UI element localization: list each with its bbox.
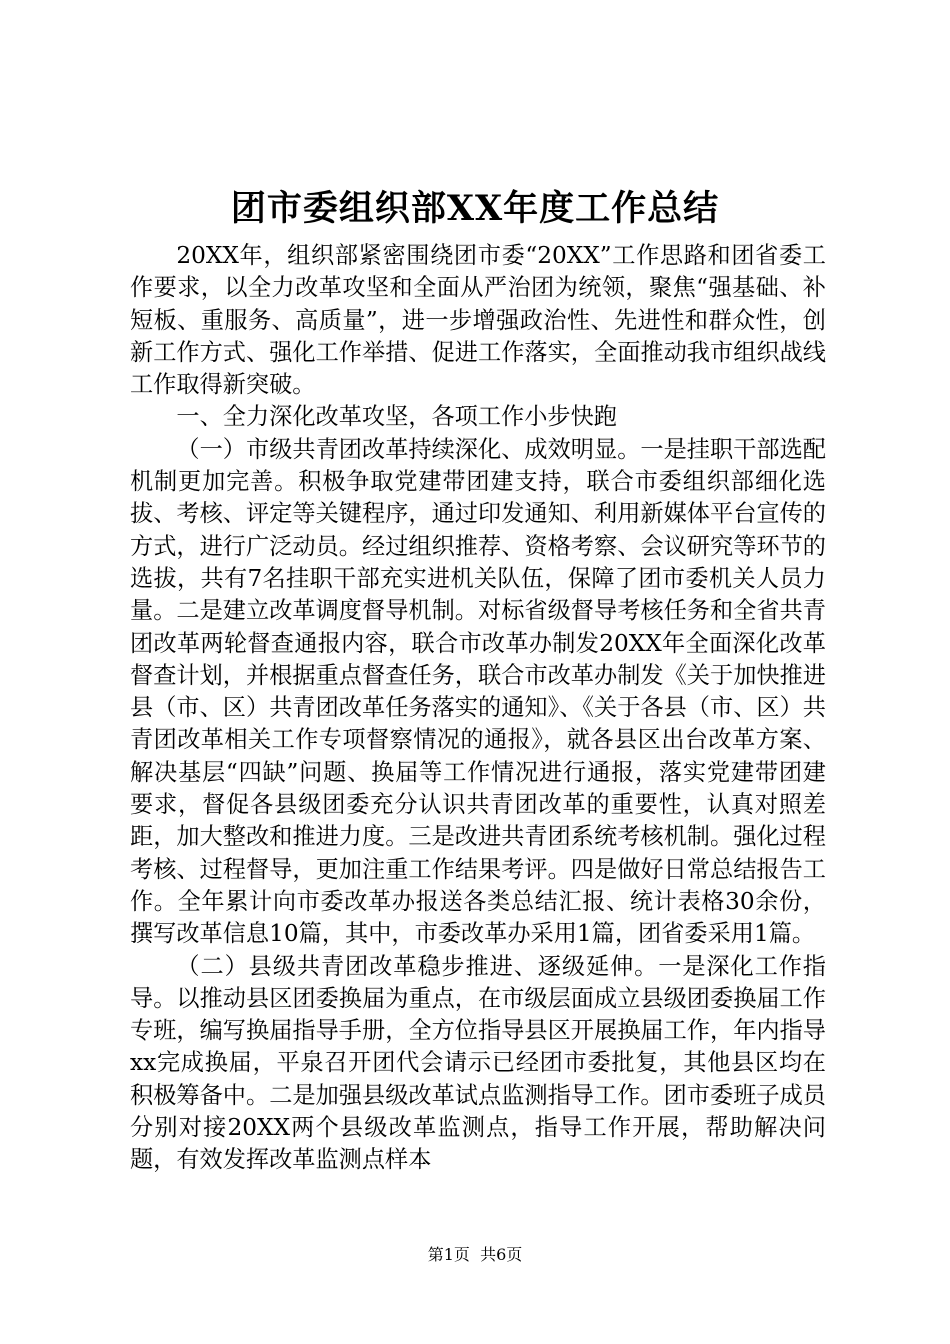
document-body [130, 240, 826, 1177]
section-heading-1: 一、全力深化改革攻坚，各项工作小步快跑 [176, 403, 617, 431]
page-number: 第1页 共6页 [427, 1245, 523, 1264]
page-footer [0, 1244, 950, 1266]
intro-paragraph: 20XX年，组织部紧密围绕团市委“20XX”工作思路和团省委工作要求，以全力改革攻坚和全面从严治团为统领，聚焦“强基础、补短板、重服务、高质量”，进一步增强政治性、先进性和群众性，创新工作方式、强化工作举措、促进工作落实，全面推动我市组织战线工作取得新突破。 [130, 242, 826, 399]
subsection-paragraph-2: （二）县级共青团改革稳步推进、逐级延伸。一是深化工作指导。以推动县区团委换届为重点，在市级层面成立县级团委换届工作专班，编写换届指导手册，全方位指导县区开展换届工作，年内指导xx完成换届，平泉召开团代会请示已经团市委批复，其他县区均在积极筹备中。二是加强县级改革试点监测指导工作。团市委班子成员分别对接20XX两个县级改革监测点，指导工作开展，帮助解决问题，有效发挥改革监测点样本 [130, 952, 826, 1174]
subsection-paragraph-1: （一）市级共青团改革持续深化、成效明显。一是挂职干部选配机制更加完善。积极争取党建带团建支持，联合市委组织部细化选拔、考核、评定等关键程序，通过印发通知、利用新媒体平台宣传的方式，进行广泛动员。经过组织推荐、资格考察、会议研究等环节的选拔，共有7名挂职干部充实进机关队伍，保障了团市委机关人员力量。二是建立改革调度督导机制。对标省级督导考核任务和全省共青团改革两轮督查通报内容，联合市改革办制发20XX年全面深化改革督查计划，并根据重点督查任务，联合市改革办制发《关于加快推进县（市、区）共青团改革任务落实的通知》、《关于各县（市、区）共青团改革相关工作专项督察情况的通报》，就各县区出台改革方案、解决基层“四缺”问题、换届等工作情况进行通报，落实党建带团建要求，督促各县级团委充分认识共青团改革的重要性，认真对照差距，加大整改和推进力度。三是改进共青团系统考核机制。强化过程考核、过程督导，更加注重工作结果考评。四是做好日常总结报告工作。全年累计向市委改革办报送各类总结汇报、统计表格30余份，撰写改革信息10篇，其中，市委改革办采用1篇，团省委采用1篇。 [130, 435, 826, 948]
document-title: 团市委组织部XX年度工作总结 [230, 188, 720, 229]
